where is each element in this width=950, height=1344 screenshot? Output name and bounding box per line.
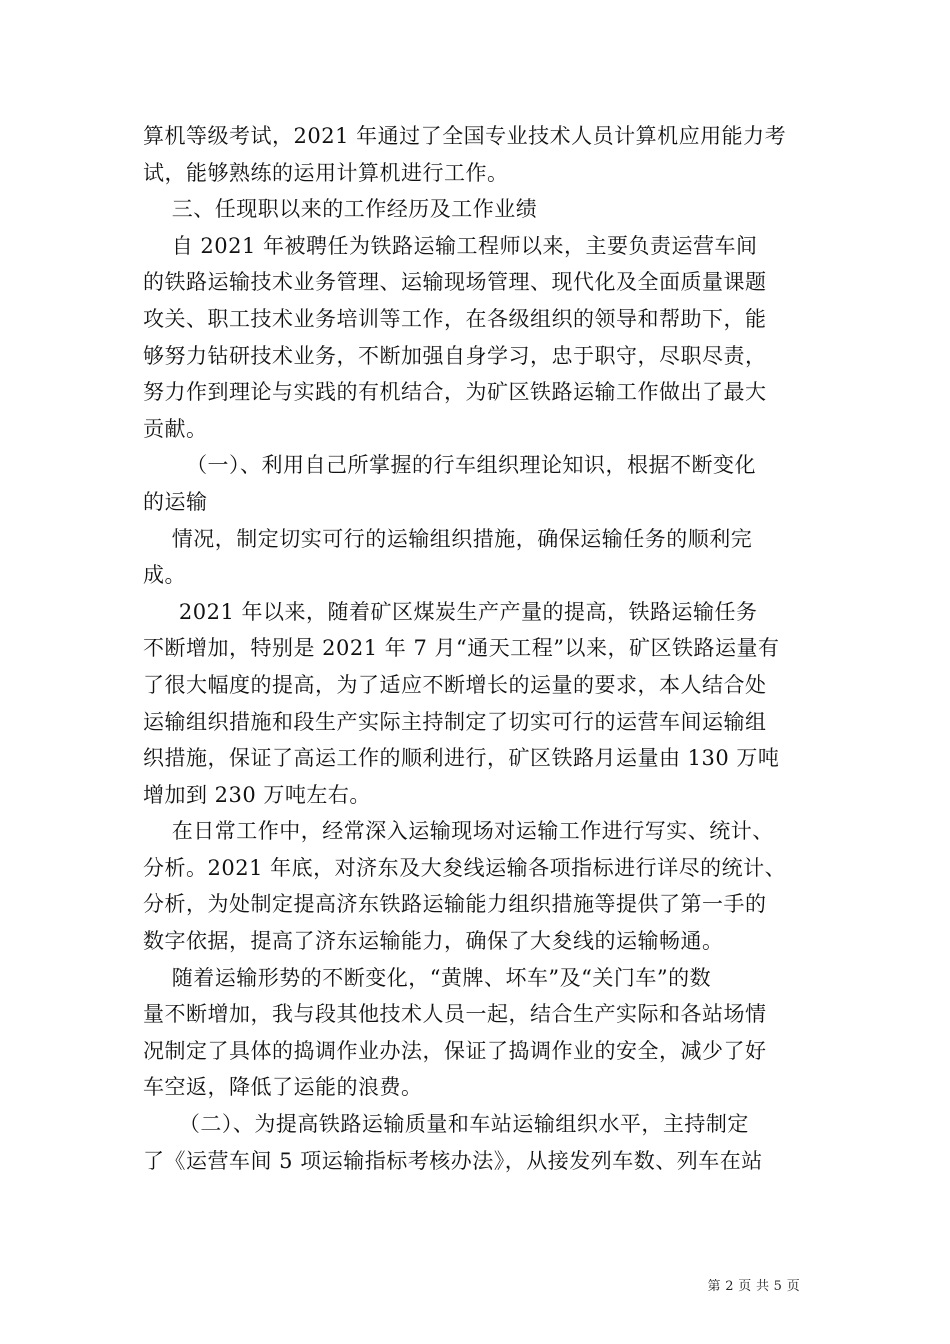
text-line: 成。 — [143, 563, 186, 588]
text-line: 数字依据，提高了济东运输能力，确保了大夋线的运输畅通。 — [143, 929, 724, 954]
text-line: 增加到 230 万吨左右。 — [143, 782, 371, 807]
text-line: 运输组织措施和段生产实际主持制定了切实可行的运营车间运输组 — [143, 709, 767, 734]
text-line: 不断增加，特别是 2021 年 7 月“通天工程”以来，矿区铁路运量有 — [143, 636, 780, 661]
text-line: 情况，制定切实可行的运输组织措施，确保运输任务的顺利完 — [143, 526, 753, 551]
text-line: 够努力钻研技术业务，不断加强自身学习，忠于职守，尽职尽责， — [143, 343, 767, 368]
text-line: 量不断增加，我与段其他技术人员一起，结合生产实际和各站场情 — [143, 1002, 767, 1027]
text-line: 算机等级考试，2021 年通过了全国专业技术人员计算机应用能力考 — [143, 124, 787, 148]
text-line: 织措施，保证了高运工作的顺利进行，矿区铁路月运量由 130 万吨 — [143, 746, 780, 771]
text-line: 自 2021 年被聘任为铁路运输工程师以来，主要负责运营车间 — [143, 233, 758, 258]
text-line: 况制定了具体的捣调作业办法，保证了捣调作业的安全，减少了好 — [143, 1038, 767, 1063]
text-line: 分析。2021 年底，对济东及大夋线运输各项指标进行详尽的统计、 — [143, 855, 787, 880]
text-line: 在日常工作中，经常深入运输现场对运输工作进行写实、统计、 — [143, 819, 774, 844]
text-line: 贡献。 — [143, 416, 208, 441]
text-line: 攻关、职工技术业务培训等工作，在各级组织的领导和帮助下，能 — [143, 306, 767, 331]
text-line: 分析，为处制定提高济东铁路运输能力组织措施等提供了第一手的 — [143, 892, 767, 917]
text-line: 的运输 — [143, 489, 208, 514]
section-heading: 三、任现职以来的工作经历及工作业绩 — [143, 197, 538, 222]
text-line: 车空返，降低了运能的浪费。 — [143, 1075, 423, 1100]
text-line: 努力作到理论与实践的有机结合，为矿区铁路运输工作做出了最大 — [143, 380, 767, 405]
text-line: 了很大幅度的提高，为了适应不断增长的运量的要求，本人结合处 — [143, 672, 767, 697]
text-line: 了《运营车间 5 项运输指标考核办法》，从接发列车数、列车在站 — [143, 1148, 763, 1173]
document-body — [143, 118, 823, 1179]
text-line: 的铁路运输技术业务管理、运输现场管理、现代化及全面质量课题 — [143, 270, 767, 295]
subsection-heading: （一）、利用自己所掌握的行车组织理论知识，根据不断变化 — [143, 453, 757, 478]
subsection-heading: （二）、为提高铁路运输质量和车站运输组织水平，主持制定 — [143, 1112, 749, 1137]
page-number: 第 2 页 共 5 页 — [707, 1279, 800, 1294]
text-line: 2021 年以来，随着矿区煤炭生产产量的提高，铁路运输任务 — [143, 599, 758, 624]
text-line: 随着运输形势的不断变化，“黄牌、坏车”及“关门车”的数 — [143, 965, 712, 990]
text-line: 试，能够熟练的运用计算机进行工作。 — [143, 160, 509, 185]
